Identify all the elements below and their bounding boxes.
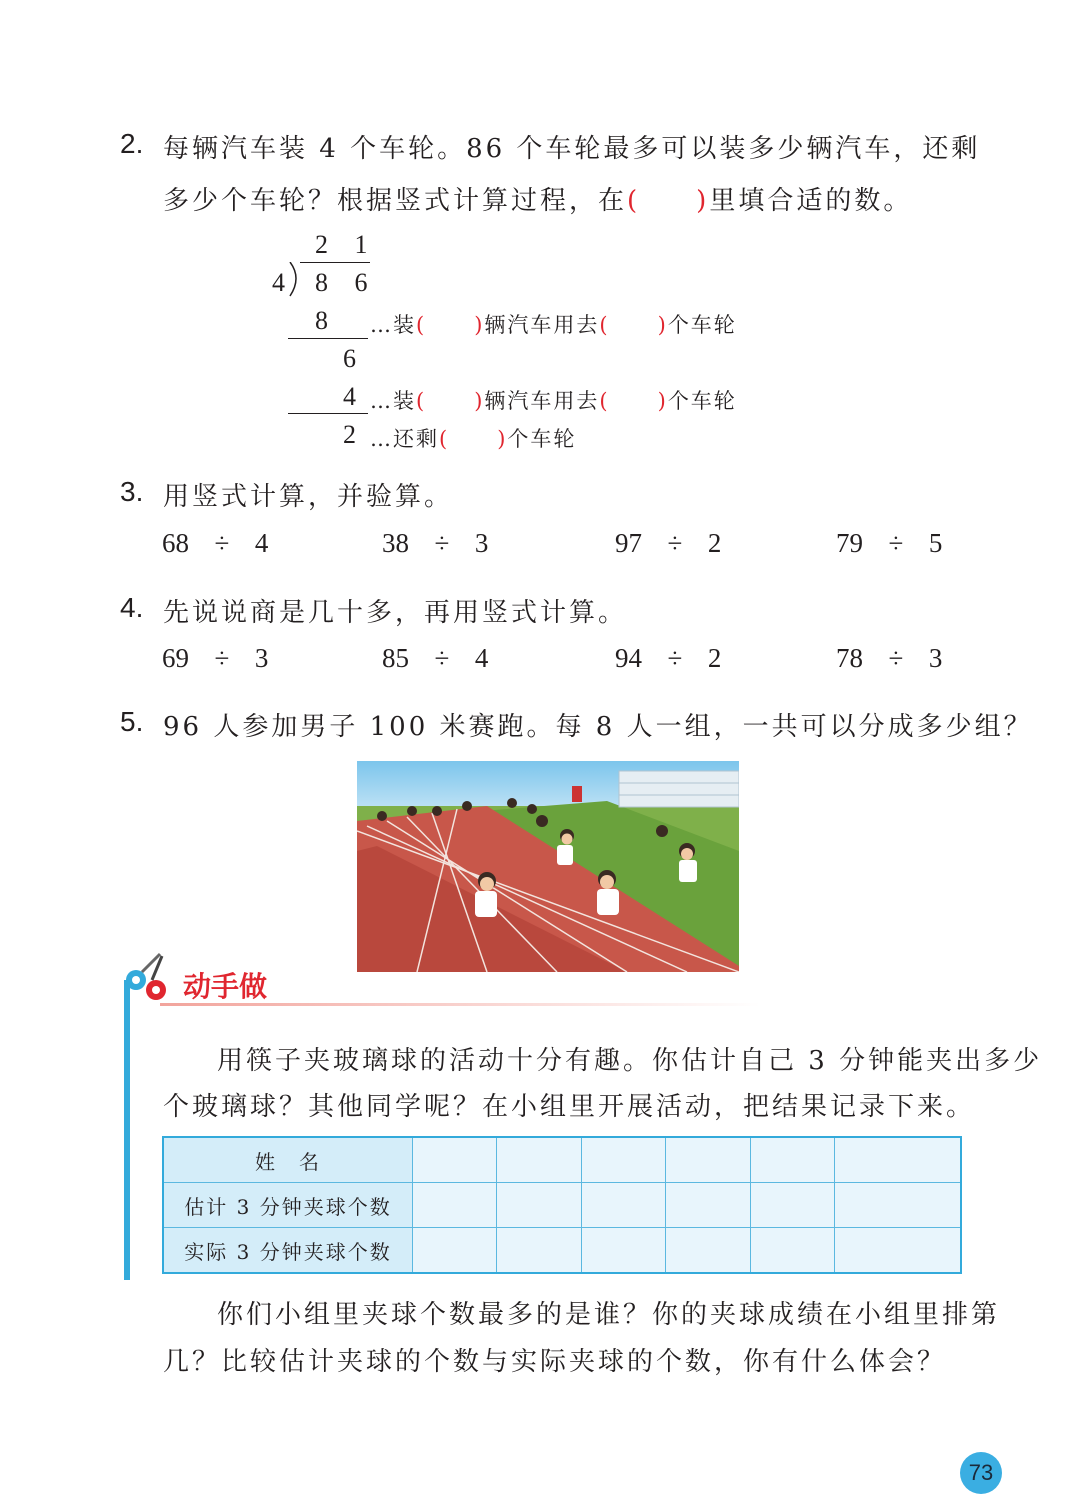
table-row bbox=[163, 1137, 961, 1183]
problem-5-number: 5. bbox=[120, 706, 144, 737]
problem-4-number: 4. bbox=[120, 592, 144, 623]
problem-3-expr: 68 ÷ 4 bbox=[162, 528, 269, 558]
problem-2-line2-a: 多少个车轮？根据竖式计算过程，在 bbox=[163, 186, 628, 216]
division-bar bbox=[300, 262, 370, 263]
table-cell[interactable] bbox=[581, 1228, 665, 1274]
hands-on-para1-line1: 用筷子夹玻璃球的活动十分有趣。你估计自己 3 分钟能夹出多少 bbox=[217, 1046, 1043, 1076]
quotient: 2 1 bbox=[315, 230, 378, 259]
step1-product: 8 bbox=[315, 306, 338, 335]
hands-on-para1-line2: 个玻璃球？其他同学呢？在小组里开展活动，把结果记录下来。 bbox=[163, 1092, 976, 1122]
hands-on-para2-line1: 你们小组里夹球个数最多的是谁？你的夹球成绩在小组里排第 bbox=[217, 1300, 1001, 1330]
divisor: 4 bbox=[272, 268, 295, 297]
division-bracket bbox=[288, 262, 304, 298]
note3 bbox=[370, 423, 576, 453]
table-cell[interactable] bbox=[666, 1137, 750, 1183]
final-remainder: 2 bbox=[343, 420, 366, 449]
table-cell[interactable] bbox=[497, 1183, 581, 1228]
race-illustration bbox=[357, 761, 739, 972]
problem-3-expr: 38 ÷ 3 bbox=[382, 528, 489, 558]
note2-end: 个车轮 bbox=[667, 389, 737, 413]
paren-open: ( bbox=[599, 389, 610, 413]
page-number: 73 bbox=[960, 1452, 1002, 1494]
problem-3-expr: 97 ÷ 2 bbox=[615, 528, 722, 558]
table-cell[interactable] bbox=[834, 1228, 961, 1274]
table-cell[interactable] bbox=[834, 1137, 961, 1183]
problem-2-line2-b: 里填合适的数。 bbox=[709, 186, 913, 216]
hands-on-para2-line2: 几？比较估计夹球的个数与实际夹球的个数，你有什么体会？ bbox=[163, 1347, 947, 1377]
table-cell[interactable] bbox=[666, 1183, 750, 1228]
title-underline bbox=[160, 1003, 760, 1006]
table-cell[interactable] bbox=[581, 1183, 665, 1228]
paren-open: ( bbox=[416, 313, 427, 337]
table-header-name: 姓 名 bbox=[163, 1137, 413, 1183]
note1-end: 个车轮 bbox=[667, 313, 737, 337]
problem-4-expr: 94 ÷ 2 bbox=[615, 643, 722, 673]
scissors-icon bbox=[118, 950, 178, 1010]
problem-2-line2 bbox=[163, 180, 912, 217]
paren-close: ) bbox=[497, 427, 508, 451]
table-cell[interactable] bbox=[834, 1183, 961, 1228]
hands-on-title: 动手做 bbox=[183, 970, 268, 1003]
table-header-actual: 实际 3 分钟夹球个数 bbox=[163, 1228, 413, 1274]
paren-open: ( bbox=[416, 389, 427, 413]
problem-3-text: 用竖式计算，并验算。 bbox=[163, 482, 454, 512]
note2-start: …装 bbox=[370, 389, 416, 413]
record-table bbox=[162, 1136, 962, 1274]
table-cell[interactable] bbox=[750, 1183, 834, 1228]
remainder1: 6 bbox=[343, 344, 366, 373]
table-cell[interactable] bbox=[413, 1137, 497, 1183]
problem-3-expr: 79 ÷ 5 bbox=[836, 528, 943, 558]
table-cell[interactable] bbox=[413, 1183, 497, 1228]
table-header-estimate: 估计 3 分钟夹球个数 bbox=[163, 1183, 413, 1228]
problem-5-text: 96 人参加男子 100 米赛跑。每 8 人一组，一共可以分成多少组？ bbox=[163, 712, 1033, 742]
table-cell[interactable] bbox=[497, 1228, 581, 1274]
paren-close: ) bbox=[474, 389, 485, 413]
problem-2-number: 2. bbox=[120, 128, 144, 159]
step2-line bbox=[288, 413, 368, 414]
table-cell[interactable] bbox=[750, 1228, 834, 1274]
table-cell[interactable] bbox=[750, 1137, 834, 1183]
table-cell[interactable] bbox=[581, 1137, 665, 1183]
note3-end: 个车轮 bbox=[507, 427, 577, 451]
problem-4-text: 先说说商是几十多，再用竖式计算。 bbox=[163, 598, 628, 628]
problem-3-number: 3. bbox=[120, 476, 144, 507]
note3-start: …还剩 bbox=[370, 427, 439, 451]
paren-open: ( bbox=[627, 186, 641, 216]
problem-4-expr: 78 ÷ 3 bbox=[836, 643, 943, 673]
problem-2-line1: 每辆汽车装 4 个车轮。86 个车轮最多可以装多少辆汽车，还剩 bbox=[163, 134, 981, 164]
paren-close: ) bbox=[696, 186, 710, 216]
table-row bbox=[163, 1183, 961, 1228]
note1 bbox=[370, 309, 737, 339]
dividend: 8 6 bbox=[315, 268, 378, 297]
paren-close: ) bbox=[474, 313, 485, 337]
paren-close: ) bbox=[657, 313, 668, 337]
note2-mid: 辆汽车用去 bbox=[484, 389, 600, 413]
table-row bbox=[163, 1228, 961, 1274]
note2 bbox=[370, 385, 737, 415]
paren-close: ) bbox=[657, 389, 668, 413]
table-cell[interactable] bbox=[413, 1228, 497, 1274]
table-cell[interactable] bbox=[497, 1137, 581, 1183]
paren-open: ( bbox=[599, 313, 610, 337]
note1-start: …装 bbox=[370, 313, 416, 337]
note1-mid: 辆汽车用去 bbox=[484, 313, 600, 337]
problem-4-expr: 69 ÷ 3 bbox=[162, 643, 269, 673]
table-cell[interactable] bbox=[666, 1228, 750, 1274]
step1-line bbox=[288, 338, 368, 339]
step2-product: 4 bbox=[343, 382, 366, 411]
problem-4-expr: 85 ÷ 4 bbox=[382, 643, 489, 673]
paren-open: ( bbox=[439, 427, 450, 451]
